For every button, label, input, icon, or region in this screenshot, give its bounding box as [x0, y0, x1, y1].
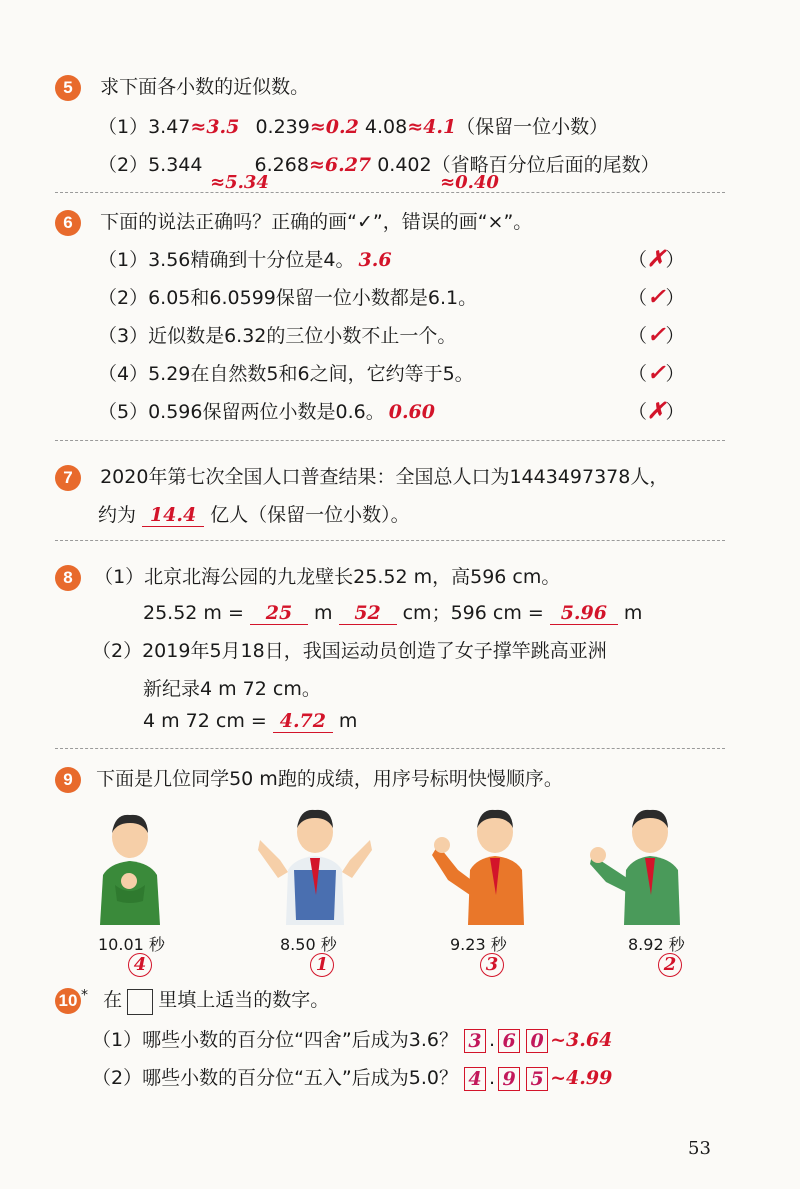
q6-mark: ✓	[647, 284, 666, 310]
page-number: 53	[688, 1138, 711, 1159]
blank-box-symbol	[127, 989, 153, 1015]
divider	[55, 192, 725, 193]
q6-number: 6	[55, 210, 81, 236]
student-rank: 1	[310, 953, 334, 977]
divider	[55, 540, 725, 541]
q6-mark: ✗	[647, 246, 666, 272]
student-1-illustration	[85, 805, 175, 925]
q6-item: （3）近似数是6.32的三位小数不止一个。	[98, 325, 457, 347]
q5-r2-a-answer: ≈5.34	[210, 172, 269, 193]
q6-mark: ✓	[647, 360, 666, 386]
q7-line1: 7 2020年第七次全国人口普查结果：全国总人口为1443497378人，	[55, 462, 668, 491]
q5-r2-c-answer: ≈0.40	[440, 172, 499, 193]
q9-header	[55, 764, 563, 793]
q6-answer-parens: （✓）	[628, 360, 685, 386]
q5-row2: （2）5.344 6.268≈6.27 0.402（省略百分位后面的尾数）	[98, 154, 660, 176]
q7-answer: 14.4	[142, 504, 204, 527]
student-3-illustration	[430, 800, 550, 925]
q10-number: 10	[55, 988, 81, 1014]
q8-number: 8	[55, 565, 81, 591]
q5-row1: （1）3.47≈3.5 0.239≈0.2 4.08≈4.1（保留一位小数）	[98, 116, 609, 138]
q8-ans1: 25	[250, 602, 308, 625]
q6-mark: ✗	[647, 398, 666, 424]
student-time: 8.92 秒	[628, 935, 685, 954]
digit-box: 3	[464, 1029, 486, 1053]
q6-item: （4）5.29在自然数5和6之间，它约等于5。	[98, 363, 474, 385]
digit-box: 5	[526, 1067, 548, 1091]
q7-line2: 约为 14.4 亿人（保留一位小数）。	[98, 504, 410, 526]
digit-box: 4	[464, 1067, 486, 1091]
student-rank: 2	[658, 953, 682, 977]
q5-number: 5	[55, 75, 81, 101]
digit-box: 9	[498, 1067, 520, 1091]
q9-title: 下面是几位同学50 m跑的成绩，用序号标明快慢顺序。	[96, 768, 563, 790]
q10-row: （1）哪些小数的百分位“四舍”后成为3.6？ 3 . 6 0 ~3.64	[92, 1029, 613, 1052]
divider	[55, 440, 725, 441]
q10-range: ~3.64	[550, 1029, 613, 1051]
q6-answer-parens: （✗）	[628, 398, 685, 424]
digit-box: 0	[526, 1029, 548, 1053]
q6-item: （2）6.05和6.0599保留一位小数都是6.1。	[98, 287, 478, 309]
q5-r1-c-answer: ≈4.1	[407, 116, 457, 138]
q10-row: （2）哪些小数的百分位“五入”后成为5.0？ 4 . 9 5 ~4.99	[92, 1067, 613, 1090]
q6-answer-parens: （✗）	[628, 246, 685, 272]
q5-title: 求下面各小数的近似数。	[100, 76, 310, 98]
divider	[55, 748, 725, 749]
q5-r1-a-answer: ≈3.5	[190, 116, 240, 138]
q6-title: 下面的说法正确吗？正确的画“✓”，错误的画“×”。	[100, 211, 533, 233]
q5-header	[55, 72, 309, 101]
student-time: 9.23 秒	[450, 935, 507, 954]
q8-p1-line1: 8 （1）北京北海公园的九龙壁长25.52 m，高596 cm。	[55, 562, 560, 591]
q8-p1-line2: 25.52 m = 25 m 52 cm；596 cm = 5.96 m	[143, 602, 643, 624]
q8-ans3: 5.96	[550, 602, 618, 625]
student-rank: 3	[480, 953, 504, 977]
q7-number: 7	[55, 465, 81, 491]
q8-p2-line3: 4 m 72 cm = 4.72 m	[143, 710, 358, 732]
q6-header	[55, 207, 532, 236]
q8-p2-answer: 4.72	[273, 710, 333, 733]
student-time: 10.01 秒	[98, 935, 165, 954]
q6-answer-parens: （✓）	[628, 284, 685, 310]
student-time: 8.50 秒	[280, 935, 337, 954]
q8-p2-line2: 新纪录4 m 72 cm。	[143, 678, 321, 700]
q6-mark: ✓	[647, 322, 666, 348]
q6-correction: 3.6	[358, 249, 392, 271]
q10-header: 10 * 在 里填上适当的数字。	[55, 985, 329, 1015]
q8-ans2: 52	[339, 602, 397, 625]
q8-p2-line1: （2）2019年5月18日，我国运动员创造了女子撑竿跳高亚洲	[92, 640, 607, 662]
student-2-illustration	[250, 800, 380, 925]
q6-item: （1）3.56精确到十分位是4。 3.6	[98, 249, 392, 271]
digit-box: 6	[498, 1029, 520, 1053]
q5-r1-b-answer: ≈0.2	[309, 116, 359, 138]
q6-answer-parens: （✓）	[628, 322, 685, 348]
student-rank: 4	[128, 953, 152, 977]
student-4-illustration	[590, 800, 710, 925]
q6-item: （5）0.596保留两位小数是0.6。 0.60	[98, 401, 435, 423]
q9-number: 9	[55, 767, 81, 793]
q5-r2-b-answer: ≈6.27	[308, 154, 372, 176]
q6-correction: 0.60	[388, 401, 435, 423]
q10-range: ~4.99	[550, 1067, 613, 1089]
